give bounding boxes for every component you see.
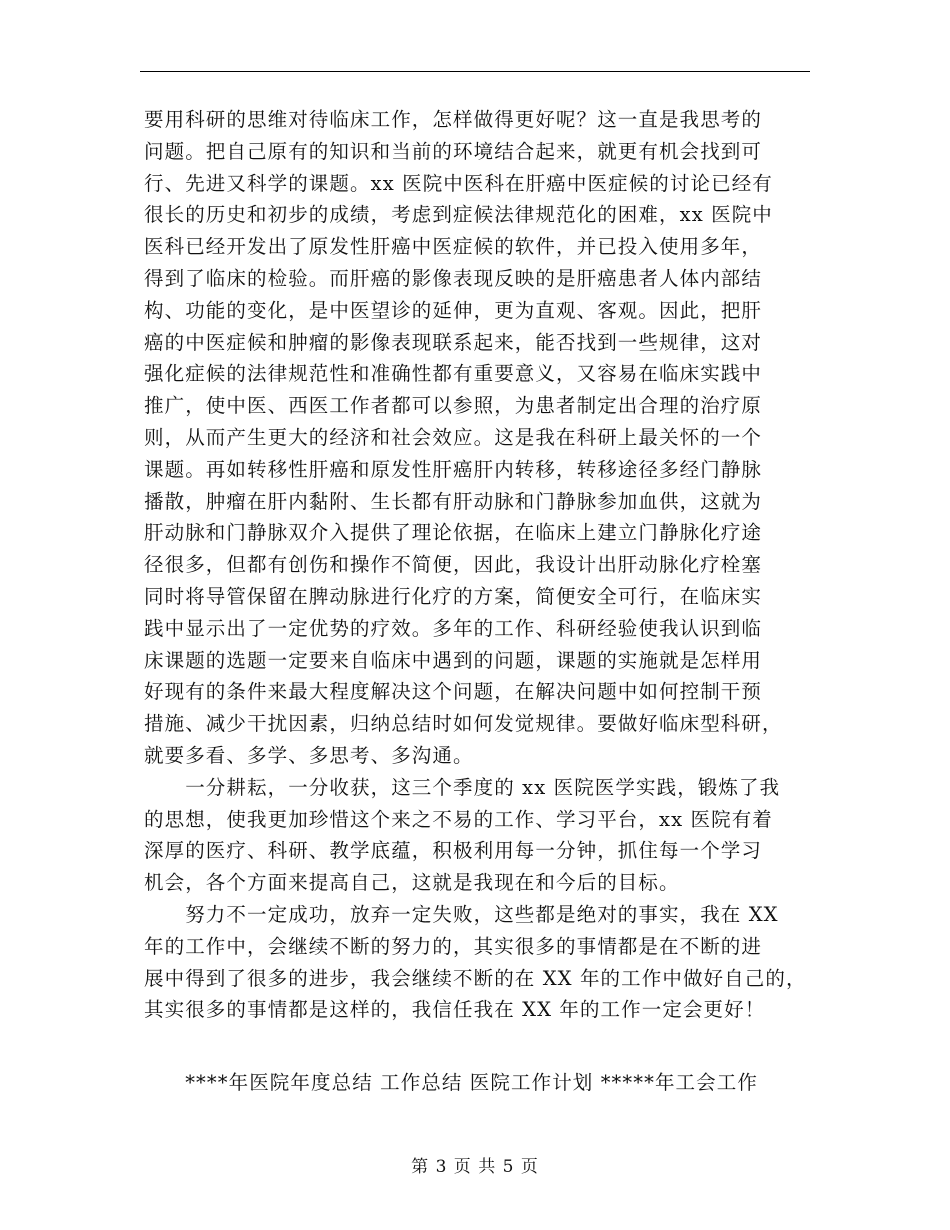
body-line: 一分耕耘，一分收获，这三个季度的 xx 医院医学实践，锻炼了我	[144, 775, 781, 799]
body-line: 强化症候的法律规范性和准确性都有重要意义，又容易在临床实践中	[144, 362, 763, 386]
paragraph-gap	[144, 1026, 816, 1067]
body-line: 肝动脉和门静脉双介入提供了理论依据，在临床上建立门静脉化疗途	[144, 521, 763, 545]
body-line: 的思想，使我更加珍惜这个来之不易的工作、学习平台，xx 医院有着	[144, 807, 773, 831]
body-line: 其实很多的事情都是这样的，我信任我在 XX 年的工作一定会更好！	[144, 998, 766, 1022]
header-rule	[140, 71, 810, 72]
body-line: 径很多，但都有创伤和操作不简便，因此，我设计出肝动脉化疗栓塞	[144, 553, 763, 577]
body-line: 展中得到了很多的进步，我会继续不断的在 XX 年的工作中做好自己的，	[144, 966, 807, 990]
document-body	[144, 104, 816, 1099]
body-line: 措施、减少干扰因素，归纳总结时如何发觉规律。要做好临床型科研，	[144, 712, 783, 736]
body-line: 好现有的条件来最大程度解决这个问题，在解决问题中如何控制干预	[144, 680, 763, 704]
body-line: 很长的历史和初步的成绩，考虑到症候法律规范化的困难，xx 医院中	[144, 203, 773, 227]
body-line: 要用科研的思维对待临床工作，怎样做得更好呢？这一直是我思考的	[144, 108, 763, 131]
body-line: 医科已经开发出了原发性肝癌中医症候的软件，并已投入使用多年，	[144, 235, 763, 259]
body-line: 床课题的选题一定要来自临床中遇到的问题，课题的实施就是怎样用	[144, 648, 763, 672]
body-line: 努力不一定成功，放弃一定失败，这些都是绝对的事实，我在 XX	[144, 902, 779, 926]
page-number-footer: 第 3 页 共 5 页	[411, 1157, 539, 1177]
body-line: 机会，各个方面来提高自己，这就是我现在和今后的目标。	[144, 871, 680, 895]
body-line: 就要多看、多学、多思考、多沟通。	[144, 743, 474, 767]
body-line: 构、功能的变化，是中医望诊的延伸，更为直观、客观。因此，把肝	[144, 298, 763, 322]
body-line: 播散，肿瘤在肝内黏附、生长都有肝动脉和门静脉参加血供，这就为	[144, 489, 763, 513]
body-line: 问题。把自己原有的知识和当前的环境结合起来，就更有机会找到可	[144, 139, 763, 163]
body-line: 推广，使中医、西医工作者都可以参照，为患者制定出合理的治疗原	[144, 394, 763, 418]
body-line: 践中显示出了一定优势的疗效。多年的工作、科研经验使我认识到临	[144, 616, 763, 640]
body-line: 课题。再如转移性肝癌和原发性肝癌肝内转移，转移途径多经门静脉	[144, 457, 763, 481]
body-line: 同时将导管保留在脾动脉进行化疗的方案，简便安全可行，在临床实	[144, 584, 763, 608]
body-line: 癌的中医症候和肿瘤的影像表现联系起来，能否找到一些规律，这对	[144, 330, 763, 354]
body-line: 深厚的医疗、科研、教学底蕴，积极利用每一分钟，抓住每一个学习	[144, 839, 763, 863]
related-links-line: ****年医院年度总结 工作总结 医院工作计划 *****年工会工作	[144, 1071, 758, 1095]
body-line: 行、先进又科学的课题。xx 医院中医科在肝癌中医症候的讨论已经有	[144, 171, 773, 195]
body-line: 年的工作中，会继续不断的努力的，其实很多的事情都是在不断的进	[144, 934, 763, 958]
body-line: 则，从而产生更大的经济和社会效应。这是我在科研上最关怀的一个	[144, 425, 763, 449]
body-line: 得到了临床的检验。而肝癌的影像表现反映的是肝癌患者人体内部结	[144, 266, 763, 290]
